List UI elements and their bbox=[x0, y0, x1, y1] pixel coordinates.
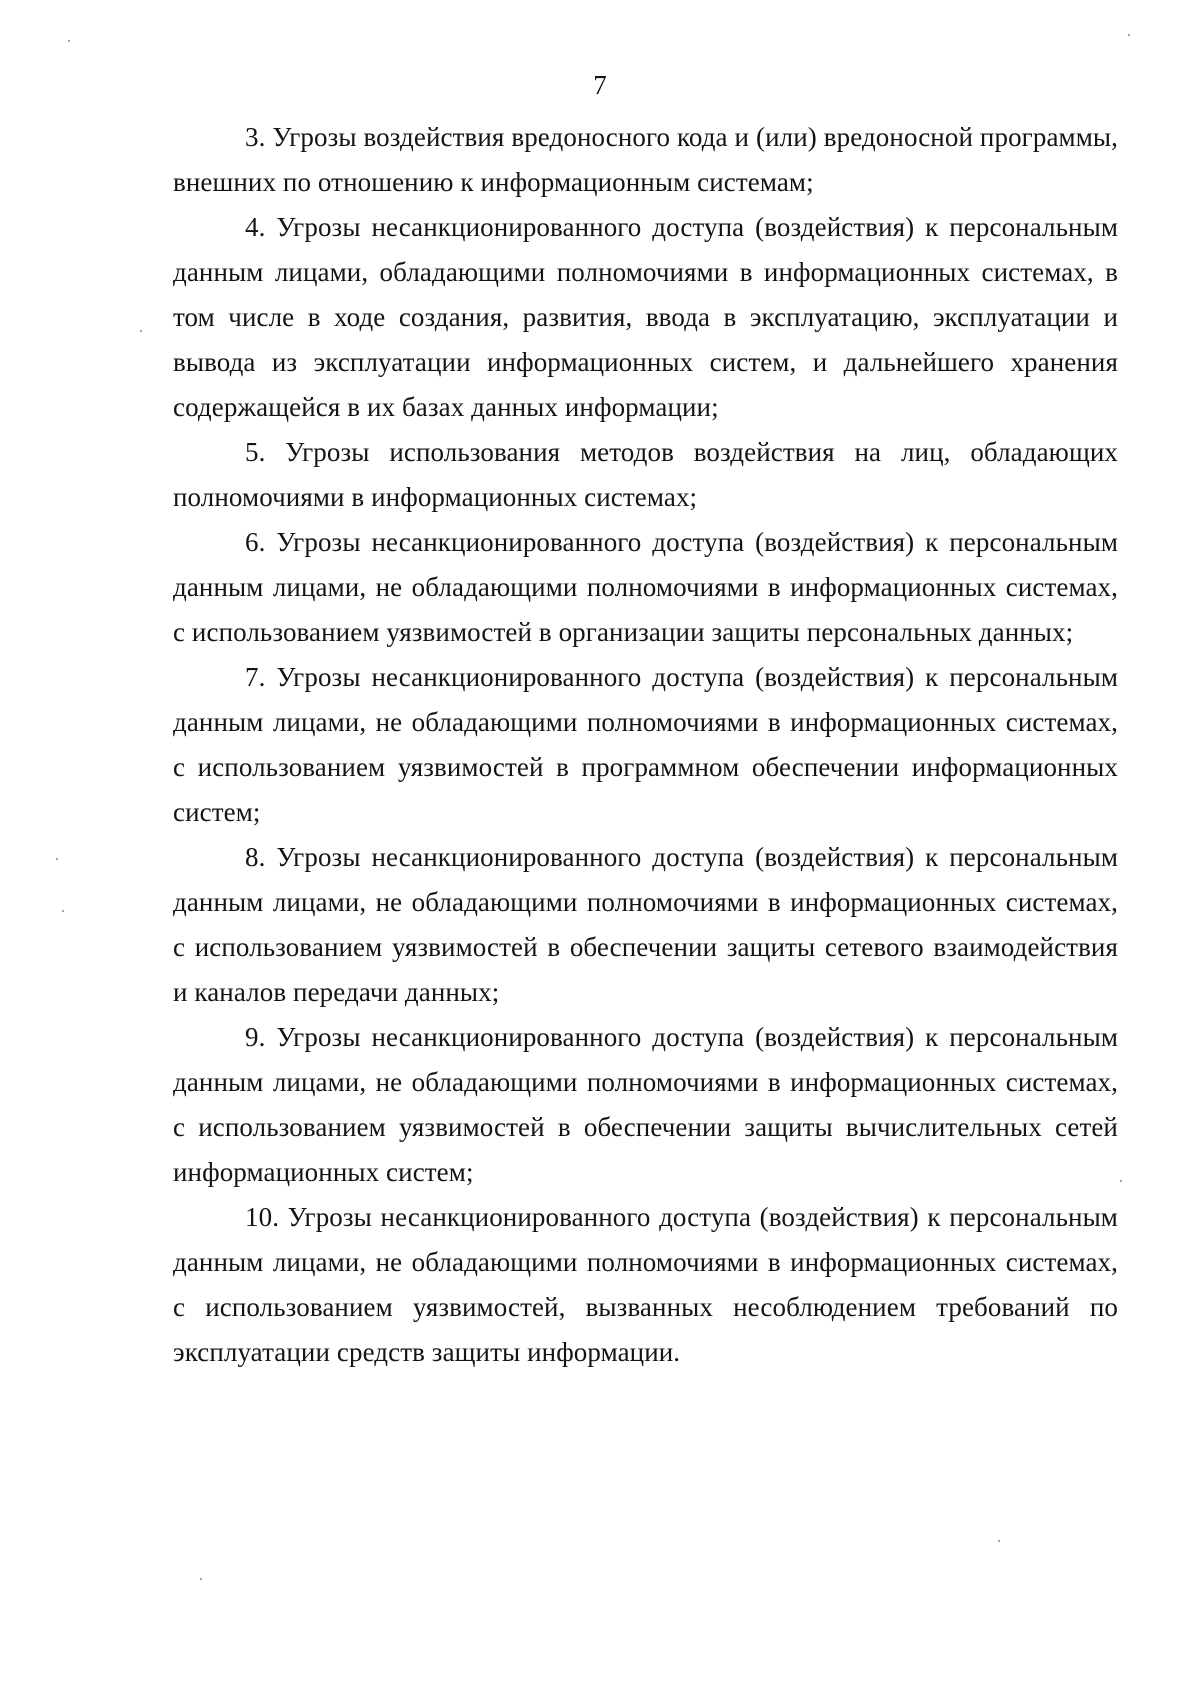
list-item: 5. Угрозы использования методов воздействия на лиц, обладающих полномочиями в информационных системах; bbox=[173, 437, 1118, 512]
list-item: 3. Угрозы воздействия вредоносного кода и (или) вредоносной программы, внешних по отношению к информационным системам; bbox=[173, 122, 1118, 197]
scan-speck bbox=[56, 858, 58, 860]
scan-speck bbox=[1120, 1180, 1122, 1182]
list-item: 7. Угрозы несанкционированного доступа (воздействия) к персональным данным лицами, не обладающими полномочиями в информационных системах, с использованием уязвимостей в программном обеспечении информационных систем; bbox=[173, 662, 1118, 827]
scan-speck bbox=[998, 1540, 1000, 1542]
list-item: 6. Угрозы несанкционированного доступа (воздействия) к персональным данным лицами, не обладающими полномочиями в информационных системах, с использованием уязвимостей в организации защиты персональных данных; bbox=[173, 527, 1118, 647]
scan-speck bbox=[1128, 34, 1130, 36]
list-item: 8. Угрозы несанкционированного доступа (воздействия) к персональным данным лицами, не обладающими полномочиями в информационных системах, с использованием уязвимостей в обеспечении защиты сетевого взаимодействия и каналов передачи данных; bbox=[173, 842, 1118, 1007]
scan-speck bbox=[62, 910, 64, 912]
list-item: 9. Угрозы несанкционированного доступа (воздействия) к персональным данным лицами, не обладающими полномочиями в информационных системах, с использованием уязвимостей в обеспечении защиты вычислительных сетей информационных систем; bbox=[173, 1022, 1118, 1187]
list-item: 4. Угрозы несанкционированного доступа (воздействия) к персональным данным лицами, обладающими полномочиями в информационных системах, в том числе в ходе создания, развития, ввода в эксплуатацию, эксплуатации и вывода из эксплуатации информационных систем, и дальнейшего хранения содержащейся в их базах данных информации; bbox=[173, 212, 1118, 422]
list-item: 10. Угрозы несанкционированного доступа (воздействия) к персональным данным лицами, не обладающими полномочиями в информационных системах, с использованием уязвимостей, вызванных несоблюдением требований по эксплуатации средств защиты информации. bbox=[173, 1202, 1118, 1367]
scan-speck bbox=[140, 330, 142, 332]
page-number: 7 bbox=[593, 70, 607, 100]
scan-speck bbox=[200, 1578, 202, 1580]
scan-speck bbox=[68, 40, 70, 42]
document-body bbox=[173, 115, 1118, 1375]
